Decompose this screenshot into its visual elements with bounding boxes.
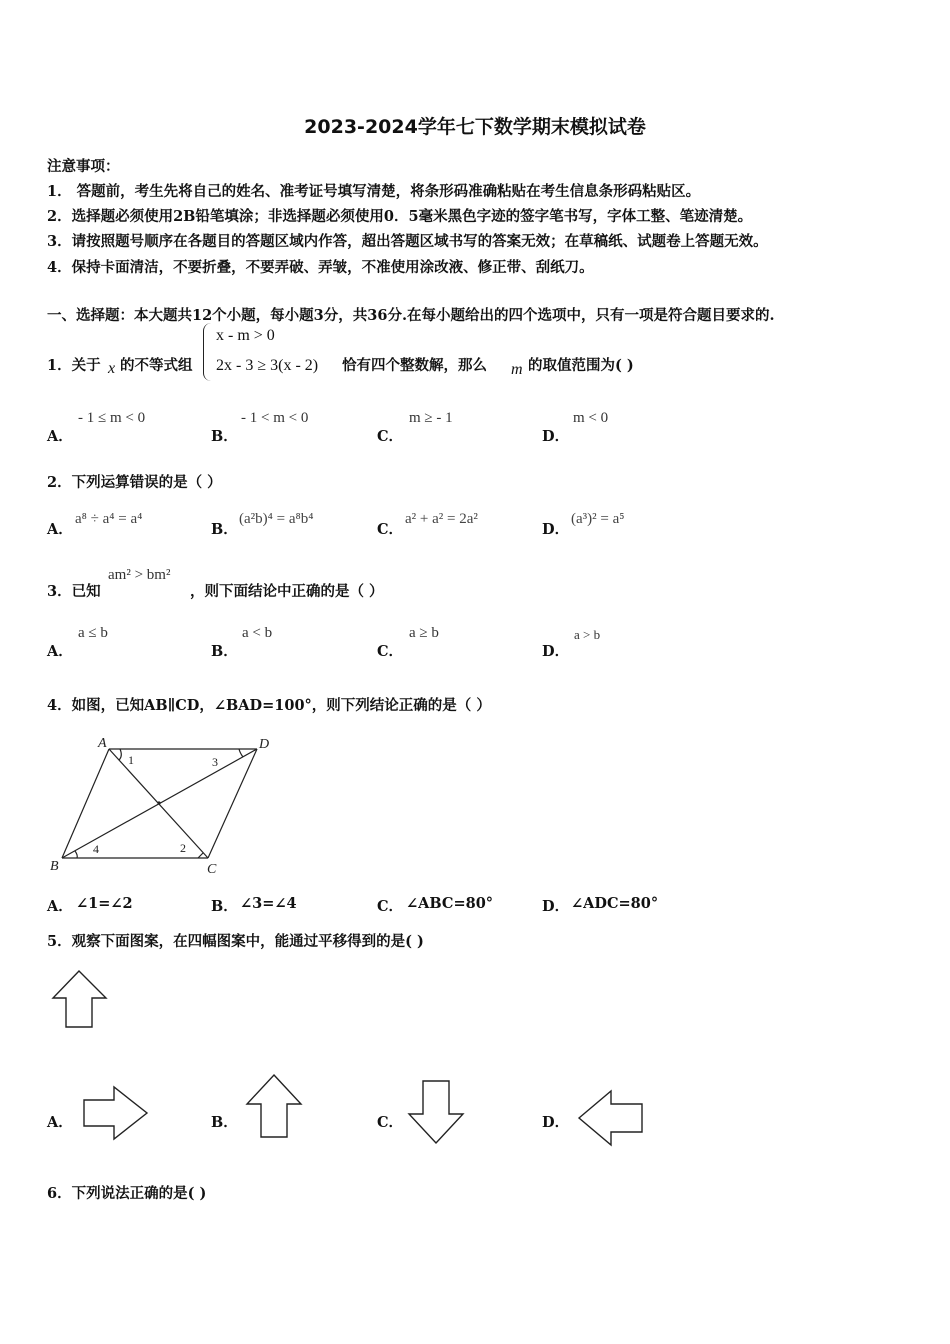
q1-option-d[interactable]: m < 0: [573, 410, 609, 426]
q1-option-b-label[interactable]: B．: [211, 428, 238, 445]
q3-option-a-label[interactable]: A．: [47, 643, 73, 660]
q2-stem: 2．下列运算错误的是（ ）: [47, 474, 222, 491]
q5-option-b-label[interactable]: B．: [211, 1114, 238, 1131]
q1-option-d-label[interactable]: D．: [542, 428, 570, 445]
q3-option-a[interactable]: a ≤ b: [78, 625, 108, 641]
q2-option-d-label[interactable]: D．: [542, 521, 570, 538]
angle-2-label: 2: [180, 841, 186, 855]
q6-stem: 6．下列说法正确的是( ): [47, 1185, 207, 1202]
q1-inequality-1: x - m > 0: [216, 327, 275, 344]
q3-option-b[interactable]: a < b: [242, 625, 273, 641]
segment-ab: [62, 749, 109, 858]
q1-option-c[interactable]: m ≥ - 1: [409, 410, 453, 426]
angle-3-label: 3: [212, 755, 218, 769]
q4-option-a-label[interactable]: A．: [47, 898, 73, 915]
q3-prefix: 3．已知: [47, 583, 101, 600]
angle-4-label: 4: [93, 842, 99, 856]
q5-stem: 5．观察下面图案，在四幅图案中，能通过平移得到的是( ): [47, 933, 424, 950]
q4-stem: 4．如图，已知AB∥CD，∠BAD=100°，则下列结论正确的是（ ）: [47, 697, 491, 714]
arrow-up-icon[interactable]: [246, 1074, 302, 1138]
q4-option-c-label[interactable]: C．: [377, 898, 404, 915]
q5-option-d-label[interactable]: D．: [542, 1114, 570, 1131]
section-heading: 一、选择题：本大题共12个小题，每小题3分，共36分.在每小题给出的四个选项中，只有一项是符合题目要求的.: [47, 307, 775, 324]
q3-option-c-label[interactable]: C．: [377, 643, 404, 660]
q5-option-a-label[interactable]: A．: [47, 1114, 73, 1131]
q2-option-c-label[interactable]: C．: [377, 521, 404, 538]
arrow-up-icon: [52, 970, 108, 1028]
q2-option-a-label[interactable]: A．: [47, 521, 73, 538]
q4-option-c[interactable]: ∠ABC=80°: [406, 895, 494, 912]
q1-suffix1: 恰有四个整数解，那么: [342, 357, 487, 374]
q4-option-b[interactable]: ∠3=∠4: [240, 895, 297, 912]
q3-condition: am² > bm²: [108, 567, 171, 583]
q1-option-b[interactable]: - 1 < m < 0: [241, 410, 309, 426]
notice-item: 1． 答题前，考生先将自己的姓名、准考证号填写清楚，将条形码准确粘贴在考生信息条形码粘贴区。: [47, 183, 701, 200]
q3-option-c[interactable]: a ≥ b: [409, 625, 439, 641]
q3-option-d[interactable]: a > b: [574, 627, 601, 642]
vertex-b-label: B: [50, 859, 59, 874]
arrow-down-icon[interactable]: [408, 1080, 464, 1144]
q3-suffix: ，则下面结论中正确的是（ ）: [190, 583, 384, 600]
q1-mid: 的不等式组: [120, 357, 193, 374]
vertex-a-label: A: [98, 736, 107, 751]
q4-option-d-label[interactable]: D．: [542, 898, 570, 915]
q1-inequality-2: 2x - 3 ≥ 3(x - 2): [216, 357, 319, 374]
angle-1-label: 1: [128, 753, 134, 767]
q1-suffix2: 的取值范围为( ): [528, 357, 634, 374]
q2-option-a[interactable]: a⁸ ÷ a⁴ = a⁴: [75, 511, 143, 527]
notice-item: 4．保持卡面清洁，不要折叠，不要弄破、弄皱，不准使用涂改液、修正带、刮纸刀。: [47, 259, 594, 276]
q1-option-a-label[interactable]: A．: [47, 428, 73, 445]
angle-arc-2: [198, 853, 203, 858]
vertex-c-label: C: [207, 862, 217, 877]
notice-item: 3．请按照题号顺序在各题目的答题区域内作答，超出答题区域书写的答案无效；在草稿纸、试题卷上答题无效。: [47, 233, 768, 250]
q3-option-d-label[interactable]: D．: [542, 643, 570, 660]
arrow-left-icon[interactable]: [578, 1090, 644, 1146]
q2-option-d[interactable]: (a³)² = a⁵: [571, 511, 625, 527]
intersection-point: [157, 801, 160, 804]
vertex-d-label: D: [259, 737, 270, 752]
q4-option-b-label[interactable]: B．: [211, 898, 238, 915]
notice-item: 2．选择题必须使用2B铅笔填涂；非选择题必须使用0．5毫米黑色字迹的签字笔书写，字体工整、笔迹清楚。: [47, 208, 753, 225]
page-title: 2023-2024学年七下数学期末模拟试卷: [304, 116, 646, 138]
angle-arc-1: [119, 749, 121, 760]
notice-heading: 注意事项：: [47, 158, 120, 175]
q2-option-c[interactable]: a² + a² = 2a²: [405, 511, 478, 527]
q2-option-b[interactable]: (a²b)⁴ = a⁸b⁴: [239, 511, 314, 527]
q1-prefix: 1．关于: [47, 357, 101, 374]
q1-var-x: x: [108, 360, 116, 377]
arrow-right-icon[interactable]: [83, 1086, 149, 1140]
q3-option-b-label[interactable]: B．: [211, 643, 238, 660]
q1-var-m: m: [511, 361, 523, 378]
angle-arc-4: [75, 851, 77, 858]
q4-option-a[interactable]: ∠1=∠2: [76, 895, 133, 912]
q4-option-d[interactable]: ∠ADC=80°: [571, 895, 659, 912]
q1-option-a[interactable]: - 1 ≤ m < 0: [78, 410, 146, 426]
q2-option-b-label[interactable]: B．: [211, 521, 238, 538]
angle-arc-3: [239, 749, 243, 757]
q1-option-c-label[interactable]: C．: [377, 428, 404, 445]
q5-option-c-label[interactable]: C．: [377, 1114, 404, 1131]
